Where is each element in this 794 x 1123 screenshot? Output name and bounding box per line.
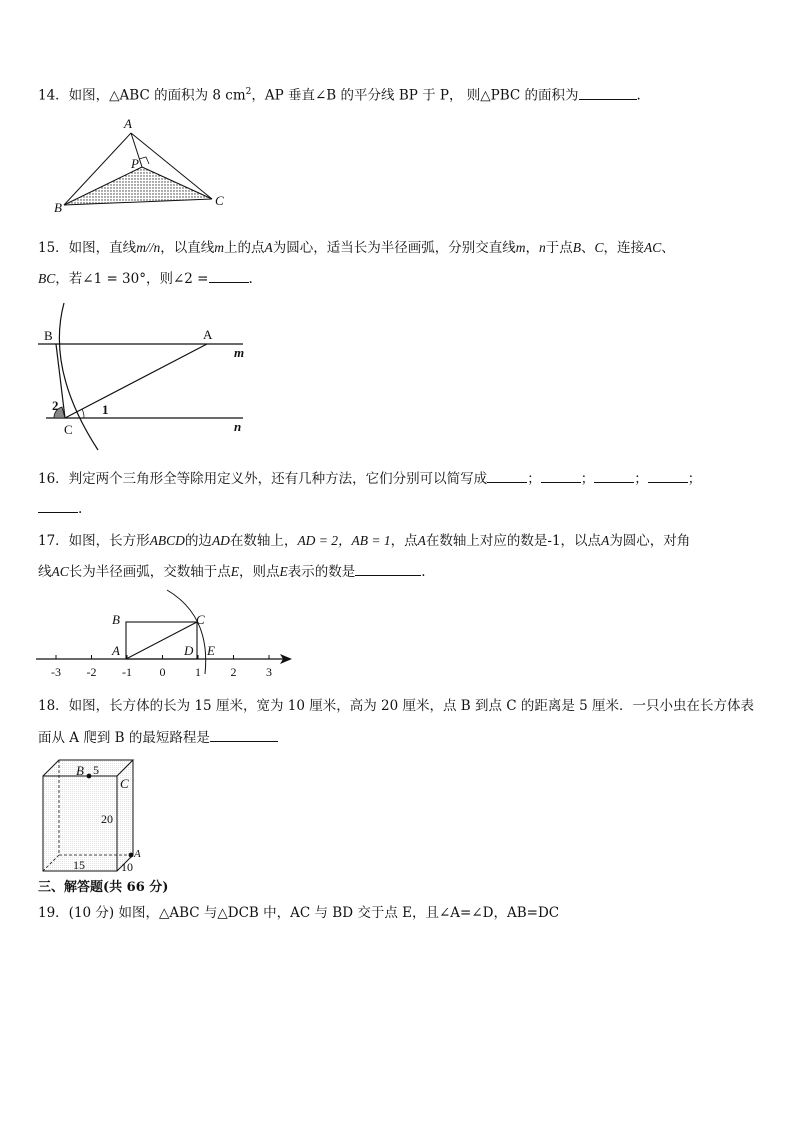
q17-tick-label: 2: [230, 665, 237, 679]
q16-blank-3[interactable]: [594, 468, 634, 483]
q14-shaded-triangle-pbc: [64, 167, 212, 205]
q18-label-c: C: [120, 776, 129, 791]
q19-text: 19．(10 分) 如图，△ABC 与△DCB 中，AC 与 BD 交于点 E，且∠A=∠D，AB=DC: [38, 905, 560, 921]
q14-label-p: P: [131, 156, 139, 171]
q17-label-b: B: [112, 612, 120, 627]
q15-label-m: m: [234, 345, 245, 360]
section-3-heading: 三、解答题(共 66 分): [38, 880, 169, 895]
q18-label-20: 20: [101, 812, 113, 826]
q17-line2: 线AC长为半径画弧，交数轴于点E，则点E表示的数是 .: [38, 561, 426, 582]
q16-line2: .: [38, 498, 82, 519]
q17-tick-label: 1: [195, 665, 201, 679]
q17-tick-label: -1: [122, 665, 132, 679]
q15-angle-1: 1: [102, 402, 109, 417]
q14-text: 14．如图，△ABC 的面积为 8 $cm^2$，AP 垂直∠B 的平分线 BP 于 P， 则△PBC 的面积为 .: [38, 82, 641, 106]
q17-label-c: C: [196, 612, 205, 627]
q17-tick-label: 3: [266, 665, 272, 679]
q18-line2: 面从 A 爬到 B 的最短路程是: [38, 727, 278, 748]
q17-answer-blank[interactable]: [355, 561, 421, 576]
q18-point-b: [87, 774, 92, 779]
q17-tick-label: -2: [86, 665, 97, 679]
q17-label-d: D: [184, 643, 194, 658]
q17-line1: 17．如图，长方形ABCD的边AD在数轴上，AD = 2，AB = 1，点A在数轴上对应的数是-1，以点A为圆心，对角: [38, 533, 691, 549]
q14-label-c: C: [215, 193, 224, 208]
q15-answer-blank[interactable]: [209, 268, 249, 283]
q14-label-a: A: [124, 116, 132, 131]
q15-line2: BC，若∠1 = 30°，则∠2 = .: [38, 268, 253, 289]
q16-blank-1[interactable]: [487, 468, 527, 483]
q15-label-c: C: [64, 422, 73, 437]
q15-line1: 15．如图，直线m//n，以直线m上的点A为圆心，适当长为半径画弧，分别交直线m，n于点B、C，连接AC、: [38, 240, 675, 256]
q18-label-a: A: [134, 848, 141, 860]
q17-tick-label: 0: [159, 665, 166, 679]
q16-blank-2[interactable]: [541, 468, 581, 483]
q18-label-15: 15: [73, 858, 85, 872]
q18-figure: [38, 757, 150, 875]
q17-label-a: A: [112, 643, 120, 658]
q14-answer-blank[interactable]: [579, 85, 637, 100]
q18-line1: 18．如图，长方体的长为 15 厘米，宽为 10 厘米，高为 20 厘米，点 B 到点 C 的距离是 5 厘米．一只小虫在长方体表: [38, 698, 755, 714]
q14-label-b: B: [54, 200, 62, 215]
q18-label-5: 5: [93, 763, 99, 777]
q15-label-a: A: [203, 327, 213, 342]
q17-tick-label: -3: [51, 665, 61, 679]
q14-figure: [50, 115, 240, 220]
q16-line1: 16．判定两个三角形全等除用定义外，还有几种方法，它们分别可以简写成 ； ； ； ；: [38, 468, 701, 489]
q18-point-a: [129, 853, 134, 858]
q16-blank-4[interactable]: [648, 468, 688, 483]
q15-label-n: n: [234, 419, 242, 434]
q18-label-10: 10: [121, 860, 133, 874]
q17-label-e: E: [207, 643, 215, 658]
q16-blank-5[interactable]: [38, 498, 78, 513]
q15-angle-2: 2: [52, 398, 59, 413]
q15-label-b: B: [44, 328, 53, 343]
q18-label-b: B: [76, 763, 84, 778]
q18-answer-blank[interactable]: [210, 727, 278, 742]
q15-figure: [38, 300, 253, 440]
q17-figure: [36, 588, 298, 680]
